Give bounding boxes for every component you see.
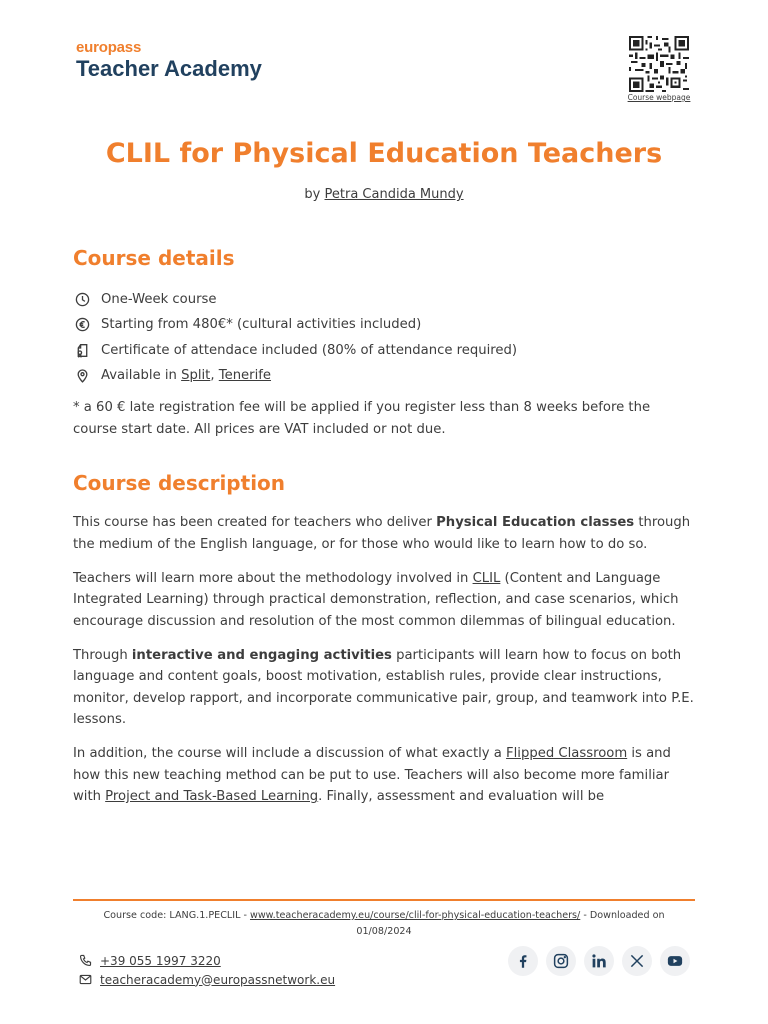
qr-block[interactable] <box>626 36 692 102</box>
qr-code-icon <box>629 36 689 92</box>
course-description <box>73 512 695 820</box>
download-date: - Downloaded on 01/08/2024 <box>356 910 665 937</box>
phone-link[interactable]: +39 055 1997 3220 <box>100 953 221 968</box>
logo-europass: europass <box>76 39 142 56</box>
youtube-icon[interactable] <box>660 946 690 976</box>
phone-icon <box>79 954 92 967</box>
course-description-heading: Course description <box>73 471 286 495</box>
footer-divider <box>73 899 695 901</box>
p1-text-a: This course has been created for teachers who deliver <box>73 515 437 530</box>
byline <box>0 187 768 202</box>
logo[interactable] <box>76 40 262 82</box>
p2-text-a: Teachers will learn more about the methodology involved in <box>73 570 473 586</box>
facebook-icon[interactable] <box>508 946 538 976</box>
linkedin-icon[interactable] <box>584 946 614 976</box>
mail-icon <box>79 973 92 986</box>
clil-link[interactable]: CLIL <box>472 570 501 586</box>
project-task-based-learning-link[interactable]: Project and Task-Based Learning <box>105 789 319 804</box>
x-icon[interactable] <box>622 946 652 976</box>
p4-text-c: . Finally, assessment and evaluation will be <box>318 789 605 804</box>
instagram-icon[interactable] <box>546 946 576 976</box>
p4-text-b: is and how this new teaching method can be put to use. Teachers will also become more familiar with <box>73 746 671 804</box>
detail-price <box>73 312 517 337</box>
detail-duration <box>73 287 517 312</box>
course-code: Course code: LANG.1.PECLIL - <box>103 910 250 921</box>
page-title: CLIL for Physical Education Teachers <box>105 138 663 169</box>
detail-certificate-text: Certificate of attendace included (80% of attendance required) <box>101 342 518 358</box>
location-separator: , <box>210 368 215 384</box>
p3-text-a: Through <box>73 647 132 663</box>
author-link[interactable]: Petra Candida Mundy <box>324 187 464 202</box>
clock-icon <box>73 291 91 309</box>
detail-certificate <box>73 338 517 363</box>
logo-teacher-academy: Teacher Academy <box>76 56 262 81</box>
description-paragraph-4 <box>73 743 695 808</box>
p3-bold: interactive and engaging activities <box>131 647 392 663</box>
contact-phone <box>79 951 335 970</box>
late-fee-note: * a 60 € late registration fee will be applied if you register less than 8 weeks before the course start date. All prices are VAT included or not due. <box>73 400 651 437</box>
certificate-icon <box>73 341 91 359</box>
location-split-link[interactable]: Split <box>181 368 211 384</box>
course-details-list <box>73 287 517 388</box>
euro-icon <box>73 316 91 334</box>
email-link[interactable]: teacheracademy@europassnetwork.eu <box>100 972 336 987</box>
description-paragraph-3 <box>73 645 695 731</box>
social-links <box>508 946 698 976</box>
course-url-link[interactable]: www.teacheracademy.eu/course/clil-for-physical-education-teachers/ <box>249 910 581 921</box>
detail-availability <box>73 363 517 388</box>
footer-course-info <box>90 908 678 940</box>
detail-availability-text <box>101 368 271 383</box>
p1-text-b: through the medium of the English language, or for those who would like to learn how to do so. <box>73 515 691 552</box>
p4-text-a: In addition, the course will include a discussion of what exactly a <box>73 746 507 761</box>
description-paragraph-1 <box>73 512 695 555</box>
map-pin-icon <box>73 367 91 385</box>
course-details-heading: Course details <box>73 246 235 270</box>
p2-text-b: (Content and Language Integrated Learning) through practical demonstration, reflection, and case scenarios, which encourage discussion and resolution of the most common dilemmas of bilingual education. <box>73 570 679 629</box>
availability-prefix: Available in <box>101 368 177 384</box>
p1-bold: Physical Education classes <box>436 515 635 530</box>
contact-info <box>79 951 335 989</box>
detail-duration-text: One-Week course <box>101 292 217 308</box>
description-paragraph-2 <box>73 568 695 633</box>
flipped-classroom-link[interactable]: Flipped Classroom <box>506 746 628 761</box>
detail-price-text: Starting from 480€* (cultural activities included) <box>101 317 422 333</box>
course-webpage-link[interactable]: Course webpage <box>627 93 691 102</box>
byline-prefix: by <box>304 187 321 202</box>
contact-email <box>79 970 335 989</box>
location-tenerife-link[interactable]: Tenerife <box>218 368 272 384</box>
p3-text-b: participants will learn how to focus on both language and content goals, boost motivation, establish rules, provide clear instructions, monitor, develop rapport, and incorporate communicative pair, group, and teamwork into P.E. lessons. <box>73 647 694 727</box>
